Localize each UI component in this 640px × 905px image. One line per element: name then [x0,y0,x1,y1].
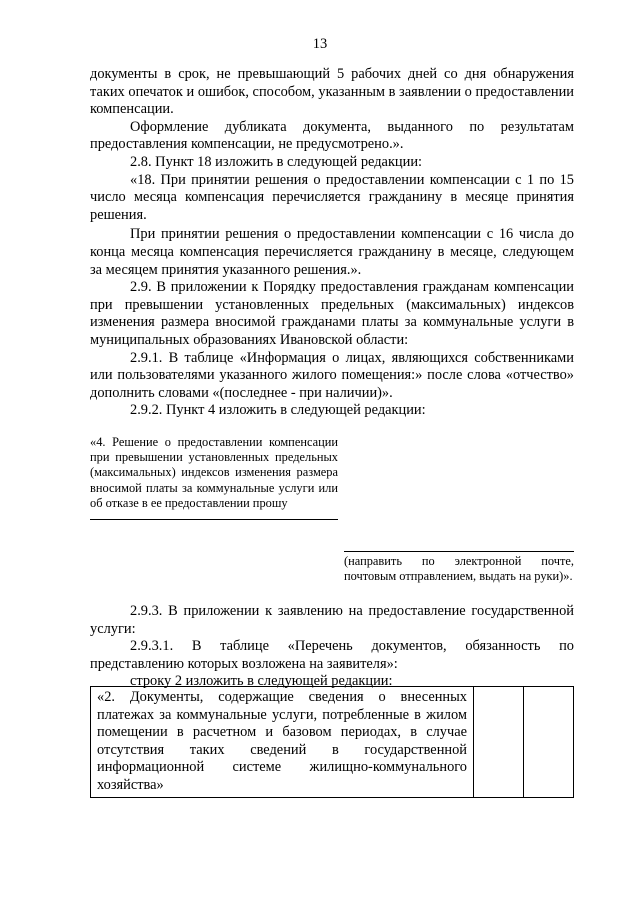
point-4-block [90,435,338,520]
table-cell-description: «2. Документы, содержащие сведения о внесенных платежах за коммунальные услуги, потребленные в жилом помещении в расчетном и базовом периодах, в случае отсутствия таких сведений в государственной информационной системе жилищно-коммунального хозяйства» [91,687,474,798]
point-4-fill-line [90,511,338,520]
paragraph-duplicate-note: Оформление дубликата документа, выданного по результатам предоставления компенсации, не предусмотрено.». [90,118,574,153]
document-body-continued [90,603,574,691]
table-cell-empty [524,687,574,798]
table-row [91,687,574,798]
paragraph-2-9-3-1: 2.9.3.1. В таблице «Перечень документов, обязанность по представлению которых возложена на заявителя»: [90,638,574,672]
delivery-method-text: (направить по электронной почте, почтовым отправлением, выдать на руки)». [344,554,574,584]
point-4-text: «4. Решение о предоставлении компенсации при превышении установленных предельных (максимальных) индексов изменения размера вносимой платы за коммунальные услуги или об отказе в ее предоставлении прошу [90,435,338,510]
paragraph-2-9-1: 2.9.1. В таблице «Информация о лицах, являющихся собственниками или пользователями указанного жилого помещения:» после слова «отчество» дополнить словами «(последнее - при наличии)». [90,349,574,401]
paragraph-2-9-3: 2.9.3. В приложении к заявлению на предоставление государственной услуги: [90,603,574,637]
paragraph-row-2-intro: строку 2 изложить в следующей редакции: [130,673,393,690]
paragraph-continuation: документы в срок, не превышающий 5 рабочих дней со дня обнаружения таких опечаток и ошибок, способом, указанным в заявлении о предоставлении компенсации. [90,66,574,118]
documents-table [90,686,574,798]
document-body [90,66,574,420]
paragraph-2-8: 2.8. Пункт 18 изложить в следующей редакции: [130,153,423,170]
table-cell-empty [474,687,524,798]
paragraph-item-18: «18. При принятии решения о предоставлении компенсации с 1 по 15 число месяца компенсация перечисляется гражданину в месяце принятия решения. [90,171,574,223]
page-number: 13 [312,36,328,52]
paragraph-2-9-2: 2.9.2. Пункт 4 изложить в следующей редакции: [130,402,426,419]
paragraph-item-18-second: При принятии решения о предоставлении компенсации с 16 числа до конца месяца компенсация перечисляется гражданину в месяце, следующем за месяцем принятия указанного решения.». [90,226,574,278]
delivery-method-note [344,551,574,584]
paragraph-2-9: 2.9. В приложении к Порядку предоставления гражданам компенсации при превышении установленных предельных (максимальных) индексов изменения размера вносимой гражданами платы за коммунальные услуги в муниципальных образованиях Ивановской области: [90,279,574,348]
